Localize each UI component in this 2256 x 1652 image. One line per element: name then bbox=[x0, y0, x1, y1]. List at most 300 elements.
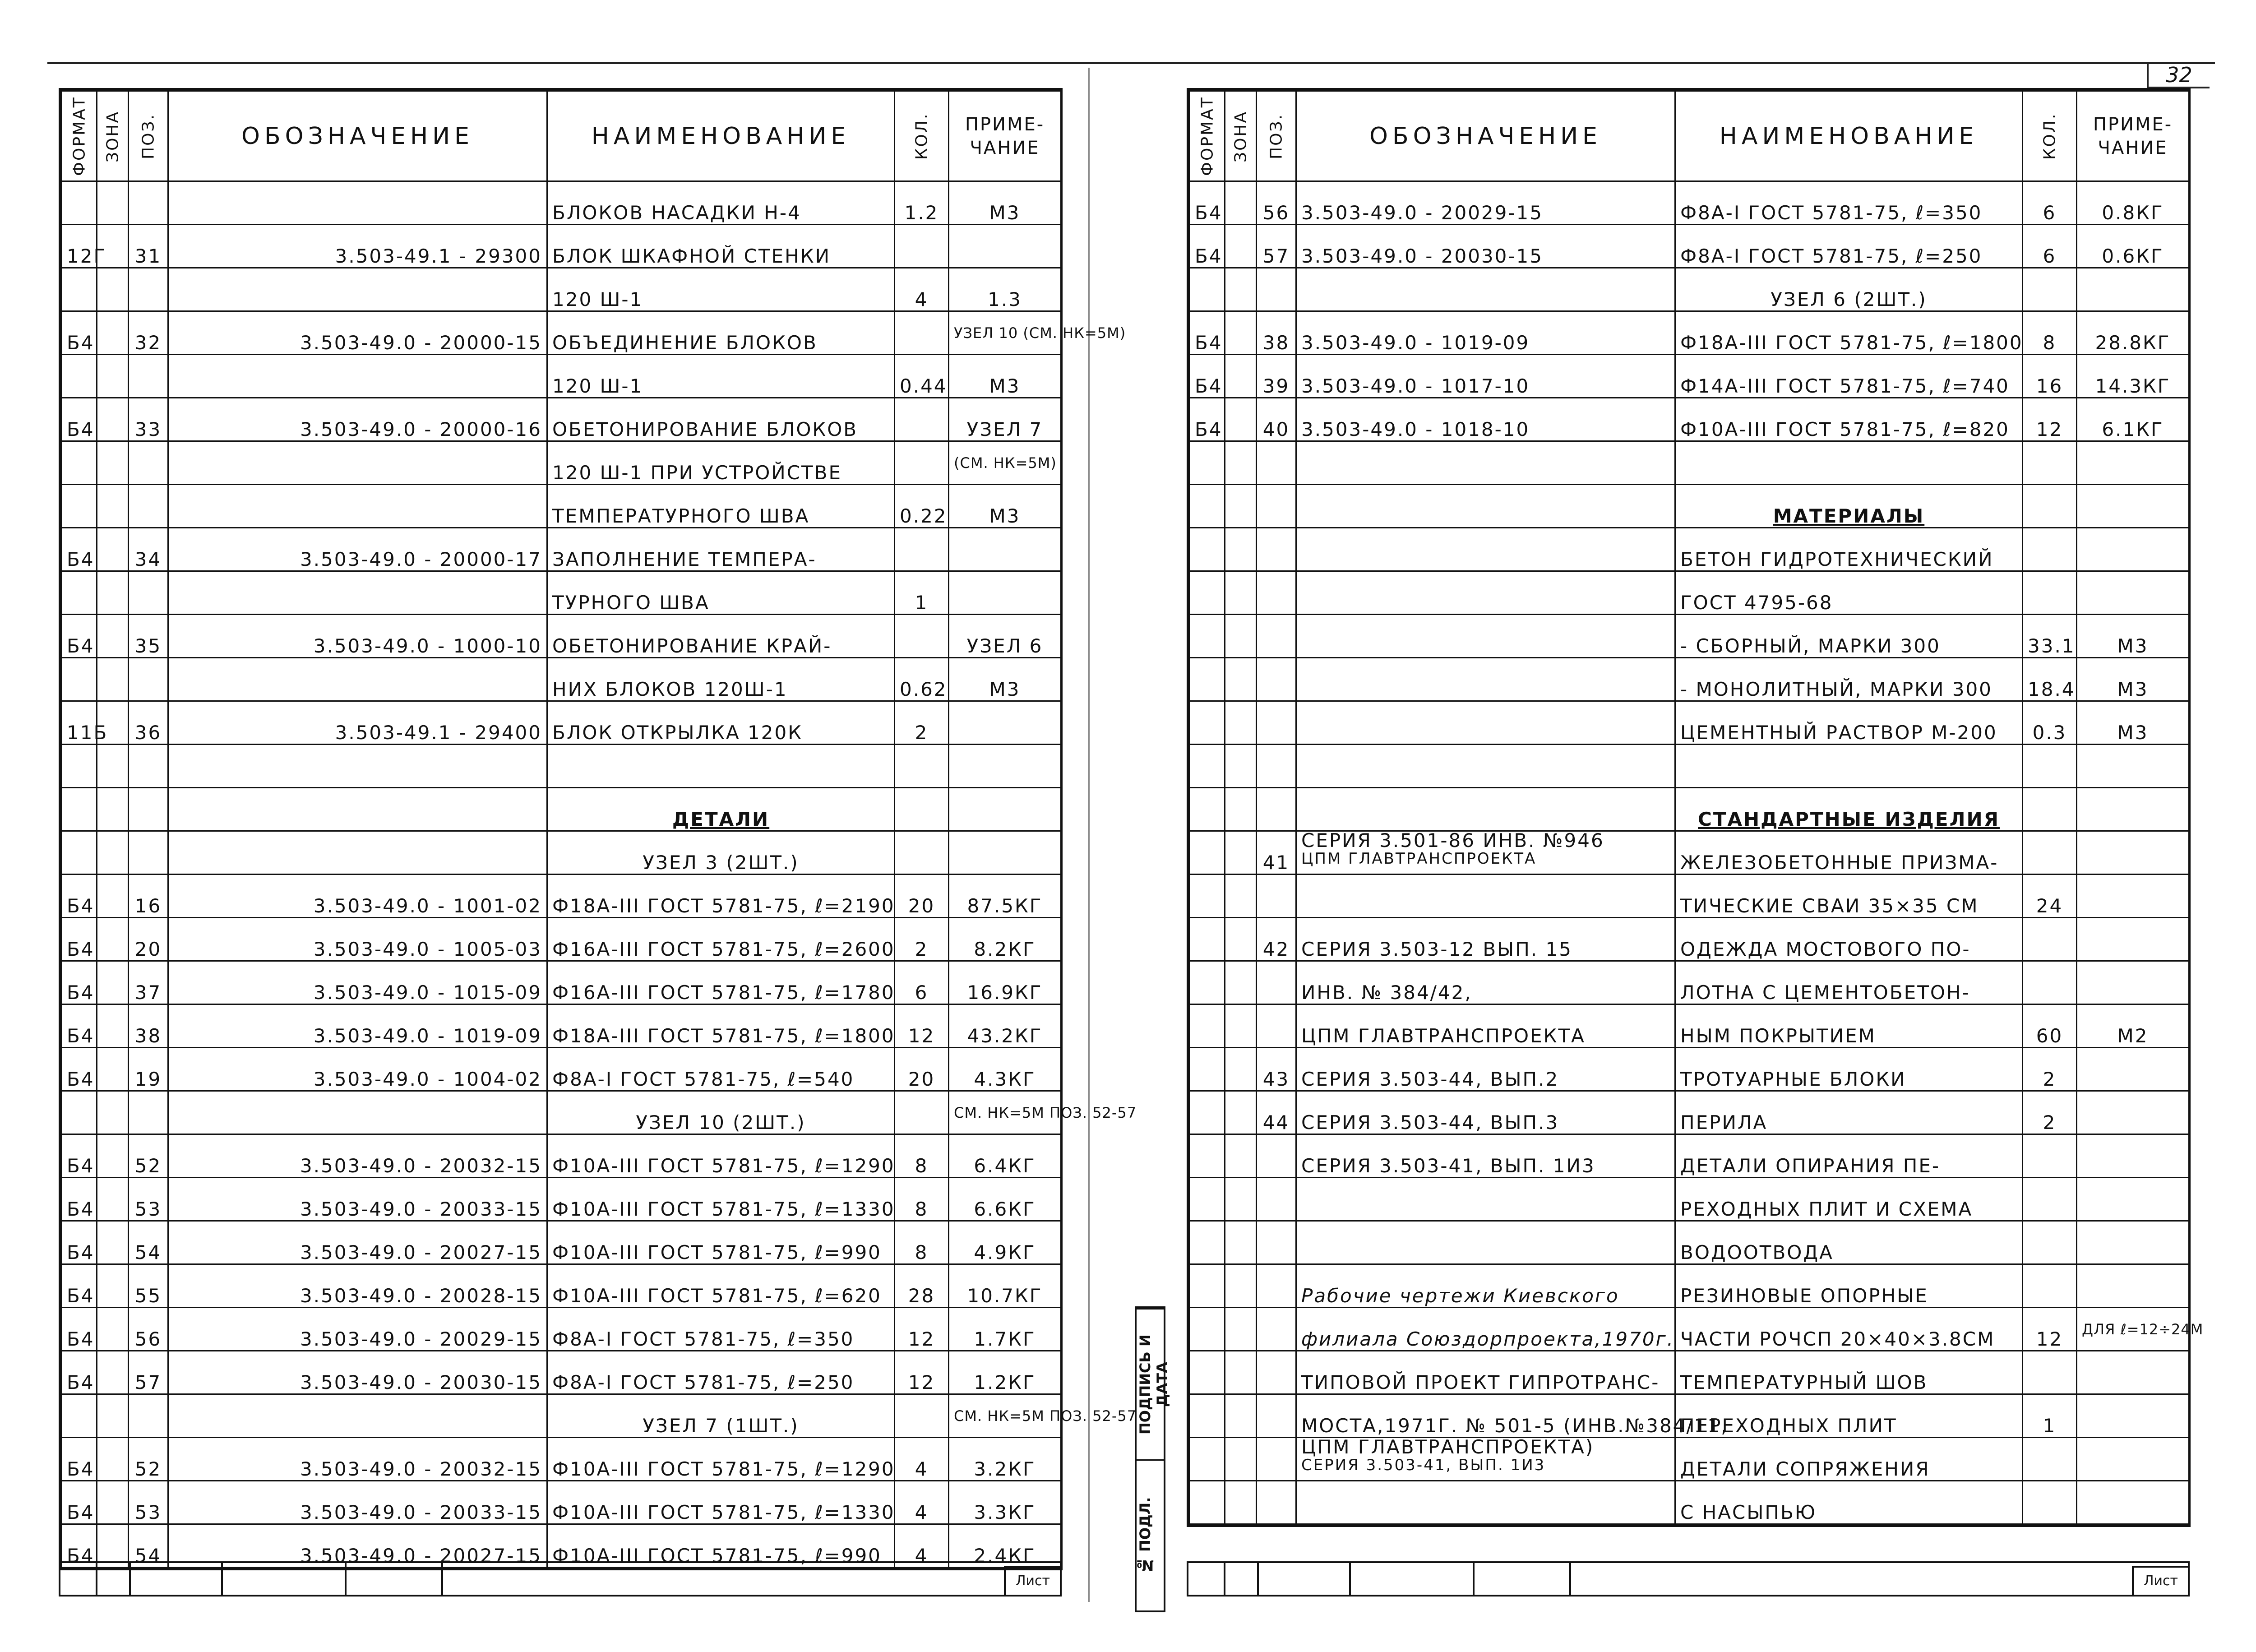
cell-note: СМ. НК=5М ПОЗ. 52-57 bbox=[949, 1394, 1061, 1438]
cell-zone bbox=[97, 1178, 129, 1221]
cell-qty: 16 bbox=[2023, 355, 2077, 398]
cell-pos bbox=[129, 441, 168, 485]
spec-row bbox=[62, 918, 1061, 961]
cell-designation: 3.503-49.0 - 20000-16 bbox=[168, 398, 547, 441]
cell-designation bbox=[1296, 831, 1675, 875]
cell-note: УЗЕЛ 6 bbox=[949, 615, 1061, 658]
cell-format bbox=[1190, 1351, 1225, 1394]
cell-zone bbox=[1225, 1221, 1257, 1264]
cell-designation: ТИПОВОЙ ПРОЕКТ ГИПРОТРАНС- bbox=[1296, 1351, 1675, 1394]
cell-format: Б4 bbox=[62, 1004, 97, 1048]
header-zone: ЗОНА bbox=[97, 91, 129, 181]
cell-pos: 57 bbox=[1257, 225, 1296, 268]
cell-pos bbox=[129, 658, 168, 701]
cell-note bbox=[2077, 441, 2189, 485]
cell-format bbox=[1190, 788, 1225, 831]
spec-row bbox=[62, 398, 1061, 441]
cell-pos: 53 bbox=[129, 1481, 168, 1524]
cell-pos bbox=[129, 1091, 168, 1134]
cell-format bbox=[1190, 1308, 1225, 1351]
spec-row bbox=[62, 1351, 1061, 1394]
cell-qty: 12 bbox=[2023, 398, 2077, 441]
spec-row bbox=[1190, 1004, 2189, 1048]
cell-designation bbox=[168, 831, 547, 875]
cell-qty bbox=[2023, 788, 2077, 831]
side-stamp bbox=[1135, 1306, 1171, 1612]
cell-pos: 42 bbox=[1257, 918, 1296, 961]
cell-name: Ф10А-III ГОСТ 5781-75, ℓ=1330 bbox=[547, 1481, 895, 1524]
cell-note bbox=[2077, 1264, 2189, 1308]
cell-qty: 8 bbox=[895, 1134, 949, 1178]
cell-zone bbox=[97, 1048, 129, 1091]
cell-zone bbox=[1225, 571, 1257, 615]
cell-format bbox=[1190, 485, 1225, 528]
cell-pos bbox=[129, 1394, 168, 1438]
cell-format bbox=[62, 831, 97, 875]
cell-zone bbox=[1225, 615, 1257, 658]
cell-name: ТЕМПЕРАТУРНЫЙ ШОВ bbox=[1675, 1351, 2023, 1394]
cell-zone bbox=[1225, 485, 1257, 528]
cell-designation bbox=[168, 268, 547, 311]
cell-zone bbox=[97, 571, 129, 615]
cell-format bbox=[62, 181, 97, 225]
spec-row bbox=[62, 1438, 1061, 1481]
spec-row bbox=[62, 701, 1061, 745]
cell-designation: 3.503-49.0 - 20027-15 bbox=[168, 1524, 547, 1568]
page-number: 32 bbox=[2147, 63, 2210, 88]
cell-note: 43.2КГ bbox=[949, 1004, 1061, 1048]
cell-zone bbox=[97, 615, 129, 658]
spec-row bbox=[1190, 528, 2189, 571]
cell-qty bbox=[2023, 1264, 2077, 1308]
spec-row bbox=[1190, 1091, 2189, 1134]
cell-qty: 8 bbox=[895, 1178, 949, 1221]
cell-qty bbox=[2023, 441, 2077, 485]
cell-name: Ф8А-I ГОСТ 5781-75, ℓ=540 bbox=[547, 1048, 895, 1091]
cell-pos bbox=[1257, 875, 1296, 918]
cell-zone bbox=[1225, 1004, 1257, 1048]
cell-designation: 3.503-49.0 - 20029-15 bbox=[168, 1308, 547, 1351]
cell-note: 0.8КГ bbox=[2077, 181, 2189, 225]
cell-format bbox=[62, 1091, 97, 1134]
header-note bbox=[949, 91, 1061, 181]
cell-qty bbox=[2023, 831, 2077, 875]
cell-name bbox=[547, 745, 895, 788]
cell-pos bbox=[1257, 615, 1296, 658]
cell-designation bbox=[1296, 788, 1675, 831]
cell-name: МАТЕРИАЛЫ bbox=[1675, 485, 2023, 528]
cell-note: М3 bbox=[2077, 658, 2189, 701]
cell-zone bbox=[1225, 1264, 1257, 1308]
cell-designation: 3.503-49.0 - 1018-10 bbox=[1296, 398, 1675, 441]
cell-qty: 28 bbox=[895, 1264, 949, 1308]
cell-zone bbox=[1225, 961, 1257, 1004]
cell-note: 87.5КГ bbox=[949, 875, 1061, 918]
spec-row bbox=[1190, 1264, 2189, 1308]
spec-row bbox=[1190, 1048, 2189, 1091]
cell-name: ЦЕМЕНТНЫЙ РАСТВОР М-200 bbox=[1675, 701, 2023, 745]
cell-designation: СЕРИЯ 3.503-44, ВЫП.2 bbox=[1296, 1048, 1675, 1091]
cell-format bbox=[1190, 615, 1225, 658]
spec-row bbox=[1190, 701, 2189, 745]
cell-designation bbox=[168, 441, 547, 485]
spec-table-left bbox=[59, 88, 1137, 1570]
cell-note: 2.4КГ bbox=[949, 1524, 1061, 1568]
cell-note: 3.2КГ bbox=[949, 1438, 1061, 1481]
cell-format: Б4 bbox=[1190, 181, 1225, 225]
cell-designation: 3.503-49.0 - 1001-02 bbox=[168, 875, 547, 918]
cell-qty: 20 bbox=[895, 1048, 949, 1091]
cell-zone bbox=[1225, 1308, 1257, 1351]
spec-row bbox=[62, 311, 1061, 355]
cell-designation bbox=[168, 658, 547, 701]
cell-name: 120 Ш-1 ПРИ УСТРОЙСТВЕ bbox=[547, 441, 895, 485]
cell-zone bbox=[97, 1004, 129, 1048]
cell-note: М3 bbox=[949, 485, 1061, 528]
cell-designation: СЕРИЯ 3.503-44, ВЫП.3 bbox=[1296, 1091, 1675, 1134]
cell-zone bbox=[1225, 701, 1257, 745]
header-designation: ОБОЗНАЧЕНИЕ bbox=[1296, 91, 1675, 181]
cell-zone bbox=[1225, 918, 1257, 961]
cell-qty bbox=[2023, 1438, 2077, 1481]
spec-row bbox=[62, 181, 1061, 225]
cell-designation: 3.503-49.0 - 20028-15 bbox=[168, 1264, 547, 1308]
cell-note: М3 bbox=[2077, 615, 2189, 658]
cell-note: (СМ. НК=5М) bbox=[949, 441, 1061, 485]
spec-row bbox=[62, 1481, 1061, 1524]
cell-designation bbox=[168, 181, 547, 225]
cell-pos bbox=[129, 571, 168, 615]
cell-format bbox=[1190, 268, 1225, 311]
cell-zone bbox=[1225, 788, 1257, 831]
cell-name: Ф16А-III ГОСТ 5781-75, ℓ=1780 bbox=[547, 961, 895, 1004]
cell-designation bbox=[1296, 571, 1675, 615]
cell-name: СТАНДАРТНЫЕ ИЗДЕЛИЯ bbox=[1675, 788, 2023, 831]
cell-zone bbox=[97, 181, 129, 225]
cell-format: Б4 bbox=[62, 311, 97, 355]
cell-designation: 3.503-49.0 - 20029-15 bbox=[1296, 181, 1675, 225]
cell-name: ЧАСТИ РОЧСП 20×40×3.8СМ bbox=[1675, 1308, 2023, 1351]
cell-zone bbox=[97, 398, 129, 441]
cell-zone bbox=[97, 268, 129, 311]
header-name: НАИМЕНОВАНИЕ bbox=[1675, 91, 2023, 181]
cell-designation: 3.503-49.1 - 29300 bbox=[168, 225, 547, 268]
cell-zone bbox=[1225, 398, 1257, 441]
footer-left bbox=[59, 1561, 1062, 1596]
cell-pos: 33 bbox=[129, 398, 168, 441]
cell-note: 10.7КГ bbox=[949, 1264, 1061, 1308]
header-format: ФОРМАТ bbox=[62, 91, 97, 181]
cell-note: 6.6КГ bbox=[949, 1178, 1061, 1221]
cell-note: 16.9КГ bbox=[949, 961, 1061, 1004]
cell-designation: 3.503-49.0 - 20030-15 bbox=[1296, 225, 1675, 268]
spec-table-right bbox=[1187, 88, 2204, 1527]
designation-subline: СЕРИЯ 3.503-41, ВЫП. 1И3 bbox=[1301, 1456, 1546, 1474]
cell-zone bbox=[97, 1438, 129, 1481]
cell-name: Ф8А-I ГОСТ 5781-75, ℓ=250 bbox=[1675, 225, 2023, 268]
spec-row bbox=[62, 875, 1061, 918]
cell-designation: СЕРИЯ 3.503-41, ВЫП. 1И3 bbox=[1296, 1134, 1675, 1178]
cell-note bbox=[2077, 1394, 2189, 1438]
cell-designation: 3.503-49.1 - 29400 bbox=[168, 701, 547, 745]
cell-name: ДЕТАЛИ СОПРЯЖЕНИЯ bbox=[1675, 1438, 2023, 1481]
cell-designation bbox=[168, 485, 547, 528]
cell-format bbox=[1190, 1134, 1225, 1178]
cell-name: ТРОТУАРНЫЕ БЛОКИ bbox=[1675, 1048, 2023, 1091]
cell-pos: 37 bbox=[129, 961, 168, 1004]
cell-designation bbox=[1296, 745, 1675, 788]
spec-row bbox=[1190, 181, 2189, 225]
cell-note: 3.3КГ bbox=[949, 1481, 1061, 1524]
cell-zone bbox=[1225, 225, 1257, 268]
cell-note: СМ. НК=5М ПОЗ. 52-57 bbox=[949, 1091, 1061, 1134]
cell-zone bbox=[97, 961, 129, 1004]
cell-format bbox=[1190, 1221, 1225, 1264]
cell-qty: 2 bbox=[895, 918, 949, 961]
cell-pos bbox=[1257, 701, 1296, 745]
cell-zone bbox=[97, 1264, 129, 1308]
cell-name: С НАСЫПЬЮ bbox=[1675, 1481, 2023, 1524]
cell-name: Ф10А-III ГОСТ 5781-75, ℓ=1290 bbox=[547, 1134, 895, 1178]
cell-note: ДЛЯ ℓ=12÷24М bbox=[2077, 1308, 2189, 1351]
cell-format bbox=[1190, 1178, 1225, 1221]
cell-zone bbox=[97, 1481, 129, 1524]
spec-row bbox=[62, 658, 1061, 701]
cell-note: 4.3КГ bbox=[949, 1048, 1061, 1091]
cell-note bbox=[2077, 745, 2189, 788]
cell-note bbox=[2077, 528, 2189, 571]
spec-row bbox=[1190, 571, 2189, 615]
cell-name: РЕЗИНОВЫЕ ОПОРНЫЕ bbox=[1675, 1264, 2023, 1308]
cell-qty: 12 bbox=[895, 1004, 949, 1048]
cell-name: Ф8А-I ГОСТ 5781-75, ℓ=250 bbox=[547, 1351, 895, 1394]
cell-designation bbox=[1296, 701, 1675, 745]
cell-pos: 54 bbox=[129, 1221, 168, 1264]
cell-qty: 6 bbox=[2023, 181, 2077, 225]
cell-name: ВОДООТВОДА bbox=[1675, 1221, 2023, 1264]
cell-qty: 0.44 bbox=[895, 355, 949, 398]
cell-qty: 2 bbox=[2023, 1091, 2077, 1134]
cell-designation: 3.503-49.0 - 20032-15 bbox=[168, 1134, 547, 1178]
cell-note: УЗЕЛ 7 bbox=[949, 398, 1061, 441]
cell-designation bbox=[1296, 528, 1675, 571]
cell-qty: 33.1 bbox=[2023, 615, 2077, 658]
cell-qty bbox=[2023, 1481, 2077, 1524]
cell-note bbox=[2077, 1481, 2189, 1524]
cell-format bbox=[1190, 658, 1225, 701]
cell-qty bbox=[895, 1394, 949, 1438]
cell-qty: 12 bbox=[895, 1351, 949, 1394]
cell-pos bbox=[129, 745, 168, 788]
cell-qty: 0.3 bbox=[2023, 701, 2077, 745]
cell-note: 0.6КГ bbox=[2077, 225, 2189, 268]
cell-name: Ф10А-III ГОСТ 5781-75, ℓ=1290 bbox=[547, 1438, 895, 1481]
cell-name bbox=[1675, 441, 2023, 485]
cell-name: НЫМ ПОКРЫТИЕМ bbox=[1675, 1004, 2023, 1048]
cell-pos: 20 bbox=[129, 918, 168, 961]
cell-designation: 3.503-49.0 - 20033-15 bbox=[168, 1481, 547, 1524]
cell-qty: 2 bbox=[895, 701, 949, 745]
cell-zone bbox=[1225, 658, 1257, 701]
cell-format: 12Г bbox=[62, 225, 97, 268]
cell-designation: 3.503-49.0 - 20030-15 bbox=[168, 1351, 547, 1394]
cell-qty bbox=[2023, 745, 2077, 788]
cell-zone bbox=[97, 441, 129, 485]
cell-pos bbox=[1257, 528, 1296, 571]
header-designation: ОБОЗНАЧЕНИЕ bbox=[168, 91, 547, 181]
spec-row bbox=[1190, 918, 2189, 961]
header-zone: ЗОНА bbox=[1225, 91, 1257, 181]
cell-note: 1.7КГ bbox=[949, 1308, 1061, 1351]
cell-note bbox=[949, 745, 1061, 788]
spec-row bbox=[1190, 1481, 2189, 1524]
cell-qty: 4 bbox=[895, 268, 949, 311]
cell-qty: 6 bbox=[895, 961, 949, 1004]
cell-name: Ф18А-III ГОСТ 5781-75, ℓ=1800 bbox=[547, 1004, 895, 1048]
spec-row bbox=[1190, 1351, 2189, 1394]
cell-pos: 34 bbox=[129, 528, 168, 571]
cell-note: 8.2КГ bbox=[949, 918, 1061, 961]
cell-qty bbox=[2023, 1221, 2077, 1264]
cell-pos: 19 bbox=[129, 1048, 168, 1091]
cell-name: ДЕТАЛИ ОПИРАНИЯ ПЕ- bbox=[1675, 1134, 2023, 1178]
cell-qty bbox=[895, 745, 949, 788]
cell-designation: 3.503-49.0 - 20000-17 bbox=[168, 528, 547, 571]
cell-note: М3 bbox=[949, 355, 1061, 398]
cell-format bbox=[62, 268, 97, 311]
cell-format bbox=[1190, 1004, 1225, 1048]
cell-zone bbox=[97, 355, 129, 398]
cell-note: 1.3 bbox=[949, 268, 1061, 311]
cell-format: Б4 bbox=[62, 1134, 97, 1178]
designation-subline: ЦПМ ГЛАВТРАНСПРОЕКТА bbox=[1301, 850, 1537, 868]
cell-name: ТУРНОГО ШВА bbox=[547, 571, 895, 615]
cell-zone bbox=[1225, 268, 1257, 311]
cell-designation bbox=[1296, 658, 1675, 701]
cell-pos: 39 bbox=[1257, 355, 1296, 398]
cell-designation bbox=[1296, 485, 1675, 528]
cell-qty bbox=[2023, 485, 2077, 528]
cell-name: Ф8А-I ГОСТ 5781-75, ℓ=350 bbox=[547, 1308, 895, 1351]
cell-qty bbox=[895, 528, 949, 571]
spec-row bbox=[1190, 268, 2189, 311]
cell-pos bbox=[1257, 485, 1296, 528]
cell-zone bbox=[1225, 1091, 1257, 1134]
cell-note bbox=[2077, 831, 2189, 875]
cell-designation bbox=[1296, 441, 1675, 485]
spec-row bbox=[1190, 615, 2189, 658]
cell-pos: 41 bbox=[1257, 831, 1296, 875]
cell-pos: 52 bbox=[129, 1134, 168, 1178]
cell-qty: 1 bbox=[2023, 1394, 2077, 1438]
cell-name: - СБОРНЫЙ, МАРКИ 300 bbox=[1675, 615, 2023, 658]
cell-name: Ф16А-III ГОСТ 5781-75, ℓ=2600 bbox=[547, 918, 895, 961]
top-rule-left bbox=[47, 62, 1099, 64]
cell-format bbox=[1190, 918, 1225, 961]
cell-pos bbox=[1257, 1134, 1296, 1178]
cell-name: БЕТОН ГИДРОТЕХНИЧЕСКИЙ bbox=[1675, 528, 2023, 571]
cell-name: Ф18А-III ГОСТ 5781-75, ℓ=2190 bbox=[547, 875, 895, 918]
spec-row bbox=[62, 225, 1061, 268]
designation-line: ЦПМ ГЛАВТРАНСПРОЕКТА) bbox=[1301, 1436, 1595, 1458]
cell-name: Ф14А-III ГОСТ 5781-75, ℓ=740 bbox=[1675, 355, 2023, 398]
cell-format: Б4 bbox=[62, 1351, 97, 1394]
cell-note: М3 bbox=[949, 658, 1061, 701]
spec-row bbox=[1190, 441, 2189, 485]
cell-format: Б4 bbox=[62, 875, 97, 918]
header-format: ФОРМАТ bbox=[1190, 91, 1225, 181]
cell-note bbox=[949, 788, 1061, 831]
cell-format: Б4 bbox=[62, 1481, 97, 1524]
cell-qty: 4 bbox=[895, 1524, 949, 1568]
spec-row bbox=[62, 1091, 1061, 1134]
cell-format bbox=[62, 485, 97, 528]
cell-format: Б4 bbox=[62, 1308, 97, 1351]
cell-format: Б4 bbox=[1190, 355, 1225, 398]
cell-name: 120 Ш-1 bbox=[547, 355, 895, 398]
cell-qty: 8 bbox=[2023, 311, 2077, 355]
spec-row bbox=[62, 1178, 1061, 1221]
spec-row bbox=[1190, 355, 2189, 398]
spec-row bbox=[62, 831, 1061, 875]
cell-note bbox=[2077, 788, 2189, 831]
cell-zone bbox=[1225, 1351, 1257, 1394]
cell-format bbox=[1190, 1091, 1225, 1134]
spec-row bbox=[1190, 658, 2189, 701]
cell-note: М3 bbox=[949, 181, 1061, 225]
header-qty: КОЛ. bbox=[895, 91, 949, 181]
cell-name: Ф10А-III ГОСТ 5781-75, ℓ=620 bbox=[547, 1264, 895, 1308]
header-pos: ПОЗ. bbox=[129, 91, 168, 181]
cell-note: М2 bbox=[2077, 1004, 2189, 1048]
cell-name: ОБЪЕДИНЕНИЕ БЛОКОВ bbox=[547, 311, 895, 355]
cell-designation: 3.503-49.0 - 20033-15 bbox=[168, 1178, 547, 1221]
cell-format bbox=[62, 355, 97, 398]
spec-row bbox=[1190, 831, 2189, 875]
cell-pos bbox=[129, 485, 168, 528]
spec-row bbox=[1190, 398, 2189, 441]
cell-format bbox=[1190, 571, 1225, 615]
cell-format bbox=[62, 788, 97, 831]
cell-pos bbox=[1257, 1481, 1296, 1524]
cell-format: Б4 bbox=[62, 528, 97, 571]
spec-row bbox=[1190, 225, 2189, 268]
cell-format: Б4 bbox=[1190, 311, 1225, 355]
cell-qty bbox=[2023, 268, 2077, 311]
cell-pos: 38 bbox=[129, 1004, 168, 1048]
cell-designation: филиала Союздорпроекта,1970г. bbox=[1296, 1308, 1675, 1351]
side-stamp-signature: ПОДПИСЬ И ДАТА bbox=[1137, 1308, 1164, 1459]
footer-right bbox=[1187, 1561, 2190, 1596]
spec-row bbox=[62, 571, 1061, 615]
cell-format bbox=[1190, 1481, 1225, 1524]
spec-row bbox=[62, 1048, 1061, 1091]
spec-row bbox=[62, 355, 1061, 398]
cell-pos bbox=[1257, 1308, 1296, 1351]
cell-designation: 3.503-49.0 - 1015-09 bbox=[168, 961, 547, 1004]
spec-row bbox=[62, 441, 1061, 485]
cell-qty bbox=[895, 225, 949, 268]
cell-pos: 44 bbox=[1257, 1091, 1296, 1134]
cell-pos: 36 bbox=[129, 701, 168, 745]
cell-note bbox=[2077, 875, 2189, 918]
cell-zone bbox=[1225, 181, 1257, 225]
header-note bbox=[2077, 91, 2189, 181]
cell-designation: 3.503-49.0 - 1005-03 bbox=[168, 918, 547, 961]
cell-zone bbox=[97, 1091, 129, 1134]
cell-pos bbox=[1257, 441, 1296, 485]
cell-pos bbox=[1257, 788, 1296, 831]
